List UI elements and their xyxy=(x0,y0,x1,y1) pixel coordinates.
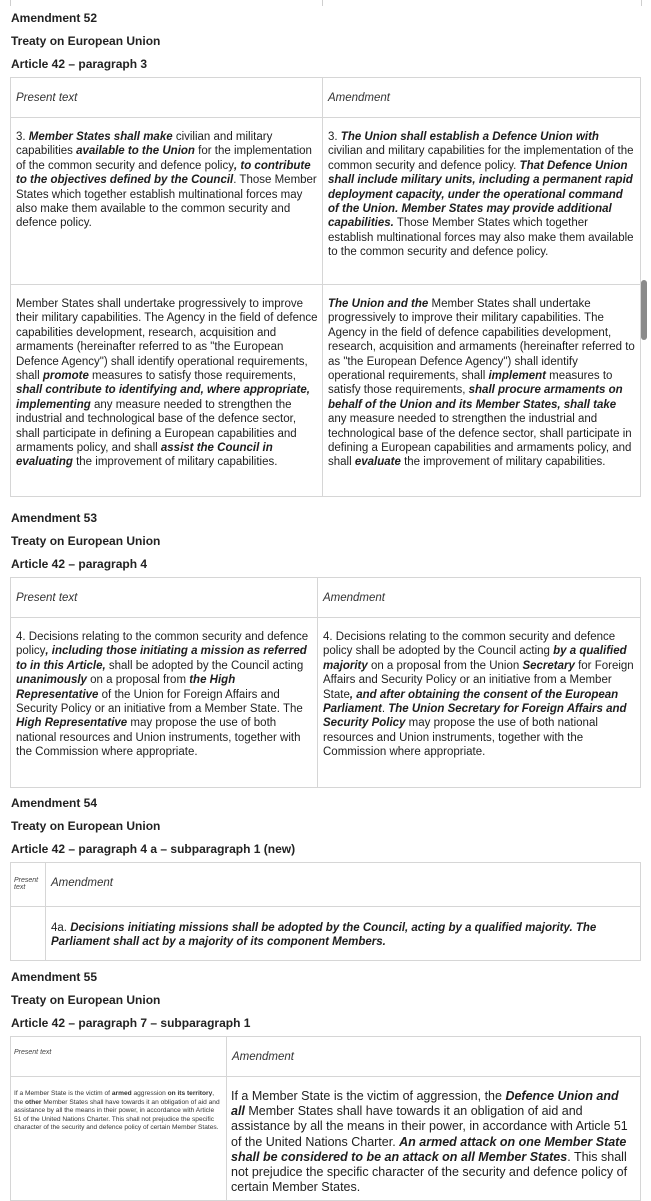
text-run: may propose the use of both national resources and Union instruments, together with the Commission where appropriate. xyxy=(16,717,301,759)
text-run: civilian and military capabilities xyxy=(16,131,273,158)
amended-text-run: evaluate xyxy=(354,456,401,469)
amended-text-run: shall contribute to identifying and, where appropriate, implementing xyxy=(16,384,310,411)
treaty-title: Treaty on European Union xyxy=(11,819,161,833)
amended-text-run: The Union shall establish a Defence Union with xyxy=(340,131,599,143)
present-text-cell xyxy=(11,618,318,788)
amended-text-run: , and after obtaining the consent of the European Parliament xyxy=(323,688,619,716)
present-text-cell xyxy=(11,118,323,285)
article-reference: Article 42 – paragraph 4 a – subparagraph 1 (new) xyxy=(11,842,296,856)
amendment-number: Amendment 52 xyxy=(11,11,98,25)
text-run: . xyxy=(381,703,389,716)
amended-text-run: The Union Secretary for Foreign Affairs and Security Policy xyxy=(323,703,627,730)
text-run: 3. xyxy=(16,131,29,143)
text-run: 4. Decisions relating to the common security and defence policy xyxy=(16,631,309,658)
text-run: measures to satisfy those requirements, xyxy=(88,370,296,383)
amended-text-run: unanimously xyxy=(16,674,87,687)
text-run: . This shall not prejudice the specific character of the security and defence policy of certain Member States. xyxy=(231,1149,628,1195)
column-header-amendment: Amendment xyxy=(227,1037,641,1077)
amended-text-run: by a qualified majority xyxy=(323,645,627,672)
amendment-text-cell xyxy=(227,1077,641,1201)
text-run: . Those Member States which together establish multinational forces may also make them available to the common security and defence policy. xyxy=(16,174,317,230)
text-run: If a Member State is the victim of xyxy=(14,1090,112,1097)
amended-text-run: Secretary xyxy=(522,659,575,672)
text-run: 3. xyxy=(328,131,341,143)
treaty-title: Treaty on European Union xyxy=(11,34,161,48)
text-run: Member States shall have towards it an obligation of aid and assistance by all the means in their power, in accordance with Article 51 of the United Nations Charter. This shall not prejudice the specific character of the security and defence policy of certain Member States. xyxy=(14,1098,220,1132)
text-run: for Foreign Affairs and Security Policy or an initiative from a Member State xyxy=(323,659,634,701)
amended-text-run: on its territory xyxy=(167,1090,213,1097)
amended-text-run: the High Representative xyxy=(16,674,236,701)
amended-text-run: promote xyxy=(42,370,89,383)
text-run: 4a. xyxy=(51,922,71,934)
text-run: any measure needed to strengthen the industrial and technological base of the defence sector, shall participate in defining a European capabilities and armaments policy, and shall xyxy=(328,413,632,469)
amended-text-run: That Defence Union shall include military units, including a permanent rapid deployment capacity, under the operational command of the Union. Member States may provide additional capabilities. xyxy=(328,159,633,230)
column-header-present: Present text xyxy=(11,578,318,618)
amended-text-run: , to contribute to the objectives defined by the Council xyxy=(16,159,311,187)
text-run: on a proposal from the Union xyxy=(367,659,523,672)
article-reference: Article 42 – paragraph 3 xyxy=(11,57,148,71)
text-run: Member States shall undertake progressively to improve their military capabilities. The Agency in the field of defence capabilities development, research, acquisition and armaments (hereinafter referred to as "the European Defence Agency") shall identify operational requirements, shall xyxy=(328,298,635,383)
text-run: civilian and military capabilities for the implementation of the common security and defence policy. xyxy=(328,145,634,172)
amendment-table xyxy=(10,577,641,788)
text-run: the improvement of military capabilities. xyxy=(72,456,278,469)
amended-text-run: shall procure armaments on behalf of the Union and its Member States, shall take xyxy=(328,384,623,411)
text-run: Member States shall undertake progressively to improve their military capabilities. The Agency in the field of defence capabilities development, research, acquisition and armaments (hereinafter referred to as "the European Defence Agency") shall identify operational requirements, shall xyxy=(16,298,318,383)
text-run: the improvement of military capabilities. xyxy=(400,456,606,469)
amendment-number: Amendment 55 xyxy=(11,970,98,984)
amended-text-run: An armed attack on one Member State shall be considered to be an attack on all Member States xyxy=(231,1134,627,1164)
amended-text-run: The Union and the xyxy=(328,298,429,310)
amendment-table xyxy=(10,862,641,961)
text-run: for the implementation of the common security and defence policy xyxy=(16,145,312,172)
amended-text-run: assist the Council in evaluating xyxy=(16,442,273,469)
amendment-number: Amendment 54 xyxy=(11,796,98,810)
text-run: 4. Decisions relating to the common security and defence policy shall be adopted by the Council acting xyxy=(323,631,616,658)
text-run: Member States shall have towards it an obligation of aid and assistance by all the means in their power, in accordance with Article 51 of the United Nations Charter. xyxy=(231,1104,628,1149)
text-run: If a Member State is the victim of aggression, the xyxy=(231,1089,506,1103)
article-reference: Article 42 – paragraph 7 – subparagraph 1 xyxy=(11,1016,251,1030)
amendment-text-cell xyxy=(323,285,641,497)
text-run: of the Union for Foreign Affairs and Security Policy or an initiative from a Member State. The xyxy=(16,688,303,716)
column-header-present: Present text xyxy=(11,1037,227,1077)
column-header-amendment: Amendment xyxy=(318,578,641,618)
amendment-table xyxy=(10,77,641,497)
previous-table-edge xyxy=(10,0,642,6)
column-header-amendment: Amendment xyxy=(323,78,641,118)
amendment-text-cell xyxy=(318,618,641,788)
text-run: aggression xyxy=(131,1090,168,1097)
text-run: may propose the use of both national resources and Union instruments, together with the Commission where appropriate. xyxy=(323,717,598,759)
text-run: , the xyxy=(14,1090,215,1106)
amended-text-run: other xyxy=(25,1098,42,1106)
amendment-number: Amendment 53 xyxy=(11,511,98,525)
amended-text-run: High Representative xyxy=(16,717,128,730)
amended-text-run: Defence Union and all xyxy=(231,1089,619,1119)
treaty-title: Treaty on European Union xyxy=(11,993,161,1007)
present-text-cell xyxy=(11,907,46,961)
amendment-text-cell xyxy=(323,118,641,285)
column-header-amendment: Amendment xyxy=(46,863,641,907)
present-text-cell xyxy=(11,285,323,497)
text-run: measures to satisfy those requirements, xyxy=(328,370,613,397)
amended-text-run: Member States shall make xyxy=(28,131,173,143)
text-run: on a proposal from xyxy=(86,674,190,687)
text-run: any measure needed to strengthen the industrial and technological base of the defence sector, shall participate in defining a European capabilities and armaments policy, and shall xyxy=(16,398,297,455)
column-header-present: Present text xyxy=(11,863,46,907)
amendment-text-cell xyxy=(46,907,641,961)
amendment-table xyxy=(10,1036,641,1201)
text-run: Those Member States which together establish multinational forces may also make them available to the common security and defence policy. xyxy=(328,217,634,259)
amended-text-run: Decisions initiating missions shall be adopted by the Council, acting by a qualified majority. The Parliament shall act by a majority of its component Members. xyxy=(51,922,597,949)
treaty-title: Treaty on European Union xyxy=(11,534,161,548)
amended-text-run: available to the Union xyxy=(76,145,195,158)
amended-text-run: , including those initiating a mission as referred to in this Article, xyxy=(16,645,307,672)
amended-text-run: implement xyxy=(488,370,546,383)
scrollbar-thumb[interactable] xyxy=(641,280,647,340)
present-text-cell xyxy=(11,1077,227,1201)
amended-text-run: armed xyxy=(111,1090,132,1097)
article-reference: Article 42 – paragraph 4 xyxy=(11,557,148,571)
text-run: shall be adopted by the Council acting xyxy=(105,659,304,672)
column-header-present: Present text xyxy=(11,78,323,118)
